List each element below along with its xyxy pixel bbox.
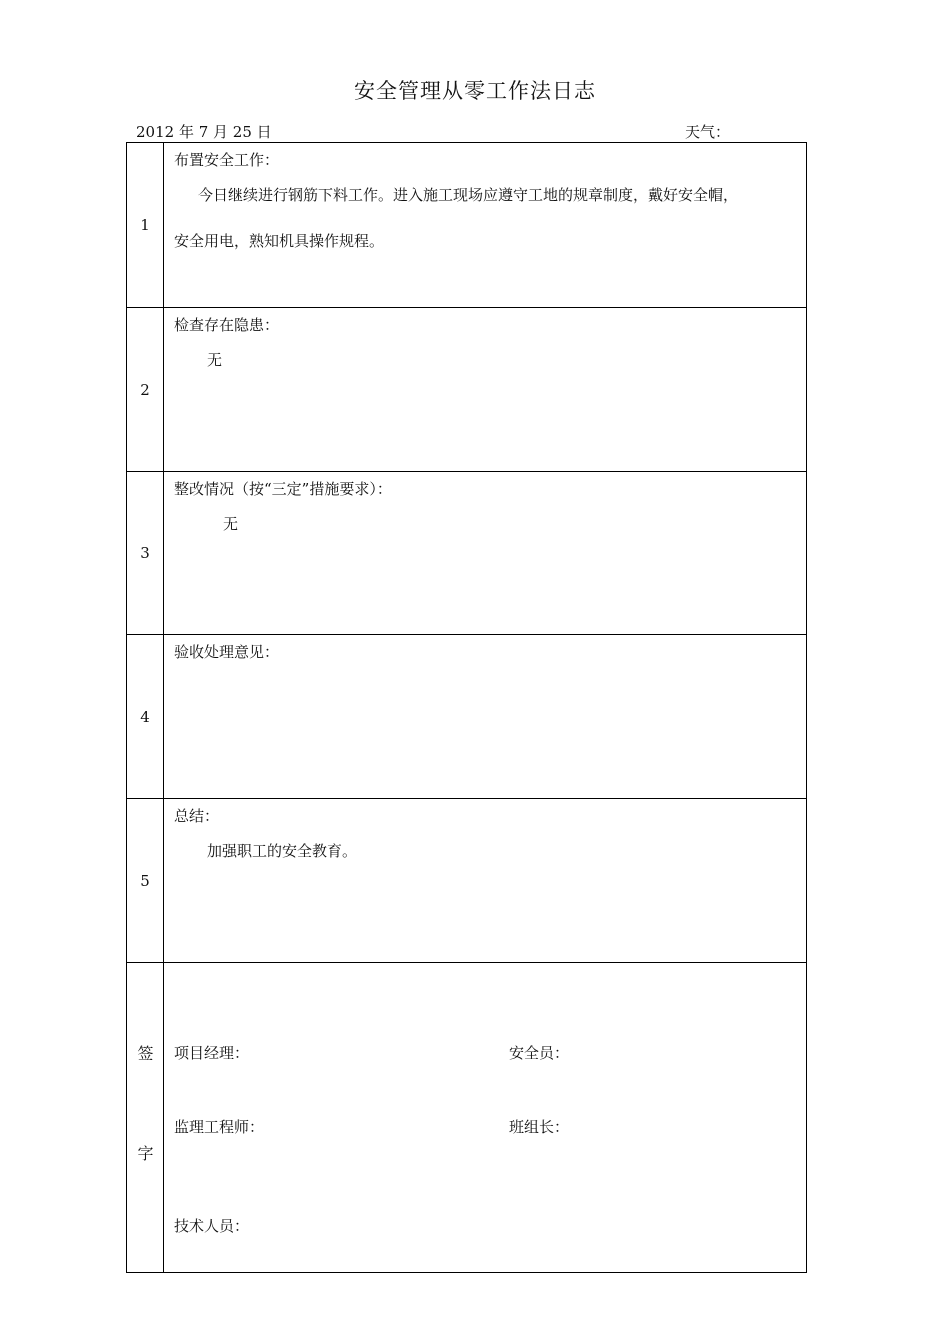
section-label: 验收处理意见： — [174, 643, 280, 661]
section-number: 3 — [127, 472, 164, 634]
section-row-4 — [127, 634, 806, 798]
signature-label-column — [127, 963, 164, 1272]
section-label: 检查存在隐患： — [174, 316, 280, 334]
section-row-3 — [127, 471, 806, 634]
section-body — [164, 143, 806, 307]
team-leader-label: 班组长： — [509, 1118, 570, 1136]
section-content-line1: 今日继续进行钢筋下料工作。进入施工现场应遵守工地的规章制度，戴好安全帽， — [198, 186, 739, 204]
log-table — [126, 142, 807, 1273]
section-body — [164, 472, 806, 634]
section-row-5 — [127, 798, 806, 962]
technical-staff-label: 技术人员： — [174, 1217, 250, 1235]
section-number: 5 — [127, 799, 164, 962]
page-title: 安全管理从零工作法日志 — [354, 79, 596, 103]
section-label: 整改情况（按“三定”措施要求）： — [174, 480, 392, 498]
project-manager-label: 项目经理： — [174, 1044, 250, 1062]
section-label: 布置安全工作： — [174, 151, 280, 169]
signature-row — [127, 962, 806, 1272]
section-content: 无 — [223, 515, 239, 533]
weather-label: 天气： — [685, 123, 731, 141]
signature-body — [164, 963, 806, 1272]
signature-label-char: 字 — [137, 1144, 154, 1163]
section-body — [164, 635, 806, 798]
section-number: 4 — [127, 635, 164, 798]
section-row-1 — [127, 143, 806, 307]
section-number: 2 — [127, 308, 164, 471]
section-number: 1 — [127, 143, 164, 307]
log-date: 2012 年 7 月 25 日 — [136, 123, 272, 141]
section-body — [164, 799, 806, 962]
section-content-line2: 安全用电，熟知机具操作规程。 — [174, 232, 385, 250]
supervisor-engineer-label: 监理工程师： — [174, 1118, 265, 1136]
section-content: 加强职工的安全教育。 — [207, 842, 358, 860]
signature-label-char: 签 — [137, 1044, 154, 1063]
section-row-2 — [127, 307, 806, 471]
section-body — [164, 308, 806, 471]
safety-officer-label: 安全员： — [509, 1044, 570, 1062]
section-content: 无 — [207, 351, 223, 369]
section-label: 总结： — [174, 807, 220, 825]
